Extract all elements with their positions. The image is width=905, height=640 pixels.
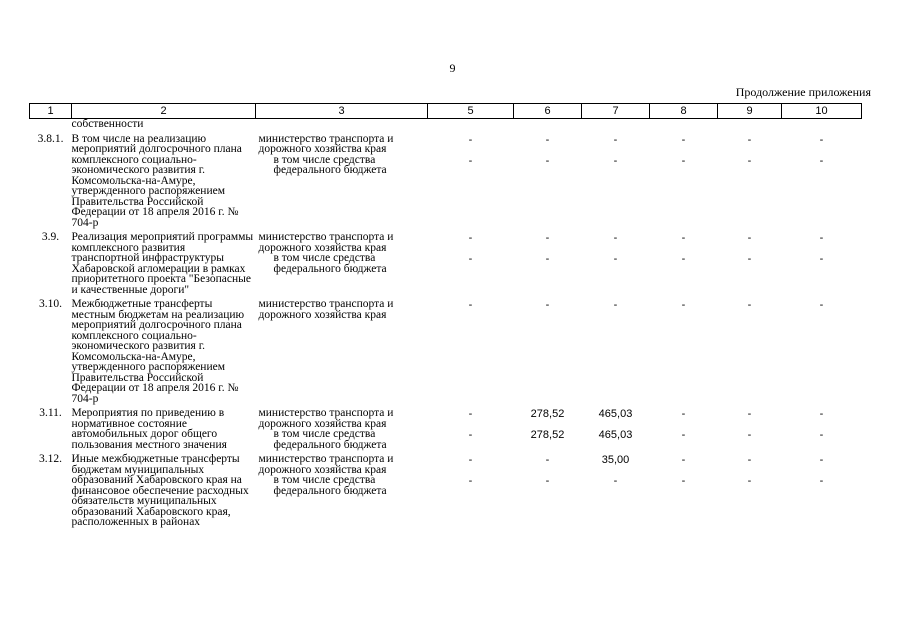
spacer-cell bbox=[30, 528, 862, 532]
value: 465,03 bbox=[598, 408, 633, 420]
executor-cell bbox=[256, 232, 428, 295]
value-cell-v7 bbox=[582, 119, 650, 130]
value: - bbox=[819, 253, 824, 265]
value: - bbox=[747, 429, 752, 441]
measure-name: Межбюджетные трансферты местным бюджетам на реализацию мероприятий долгосрочного плана комплексного социально-экономического развития г. Комсомольска-на-Амуре, утвержденного распоряжением Правительства Российской Федерации от 18 апреля 2016 г. № 704-р bbox=[71, 298, 245, 405]
table-header-row bbox=[30, 104, 862, 119]
executor-cell bbox=[256, 299, 428, 404]
value-cell-v10 bbox=[782, 454, 862, 528]
row-number: 3.11. bbox=[39, 407, 62, 419]
executor-name: министерство транспорта и дорожного хозяйства края bbox=[258, 298, 394, 321]
col-header-10: 10 bbox=[782, 104, 862, 119]
value-cell-v10 bbox=[782, 134, 862, 229]
value: - bbox=[681, 154, 686, 167]
value-cell-v9 bbox=[718, 119, 782, 130]
executor-name: министерство транспорта и дорожного хозяйства края bbox=[258, 453, 394, 476]
value: - bbox=[681, 133, 686, 146]
value-cell-v5 bbox=[428, 454, 514, 528]
value: - bbox=[681, 408, 686, 420]
executor-name: министерство транспорта и дорожного хозяйства края bbox=[258, 132, 394, 155]
value: 35,00 bbox=[601, 454, 630, 466]
value: - bbox=[468, 408, 473, 420]
value: - bbox=[545, 253, 550, 265]
value-cell-v7 bbox=[582, 408, 650, 450]
col-header-2: 2 bbox=[72, 104, 256, 119]
value: - bbox=[545, 133, 550, 146]
value: - bbox=[681, 232, 686, 244]
measure-name: Мероприятия по приведению в нормативное состояние автомобильных дорог общего пользования местного значения bbox=[71, 407, 227, 451]
value-cell-v6 bbox=[514, 408, 582, 450]
col-header-6: 6 bbox=[514, 104, 582, 119]
value: - bbox=[681, 454, 686, 466]
value: - bbox=[747, 133, 752, 146]
measure-name: Иные межбюджетные трансферты бюджетам муниципальных образований Хабаровского края на финансовое обеспечение расходных обязательств муниципальных образований Хабаровского края, расположенных в районах bbox=[71, 453, 249, 528]
executor-cell bbox=[256, 119, 428, 130]
executor-cell bbox=[256, 134, 428, 229]
value: - bbox=[468, 475, 473, 487]
appendix-table bbox=[29, 103, 862, 532]
measure-name: Реализация мероприятий программы комплексного развития транспортной инфраструктуры Хабаровской агломерации в рамках приоритетного проекта "Безопасные и качественные дороги" bbox=[71, 231, 254, 296]
value: - bbox=[747, 154, 752, 167]
value: - bbox=[468, 232, 473, 244]
value-cell-v9 bbox=[718, 134, 782, 229]
col-header-8: 8 bbox=[650, 104, 718, 119]
measure-name: В том числе на реализацию мероприятий долгосрочного плана комплексного социально-экономического развития г. Комсомольска-на-Амуре, утвержденного распоряжением Правительства Российской Федерации от 18 апреля 2016 г. № 704-р bbox=[71, 132, 242, 229]
value-cell-v5 bbox=[428, 119, 514, 130]
value: - bbox=[468, 133, 473, 146]
value-cell-v5 bbox=[428, 134, 514, 229]
value-cell-v6 bbox=[514, 299, 582, 404]
row-number bbox=[30, 119, 72, 130]
measure-name: собственности bbox=[71, 118, 144, 130]
value-cell-v8 bbox=[650, 454, 718, 528]
row-number: 3.8.1. bbox=[37, 132, 64, 145]
value-cell-v9 bbox=[718, 232, 782, 295]
funding-source: в том числе средства федерального бюджета bbox=[273, 252, 387, 275]
value: - bbox=[468, 299, 473, 311]
value: - bbox=[747, 454, 752, 466]
table-row bbox=[30, 408, 862, 450]
table-row bbox=[30, 299, 862, 404]
value-cell-v8 bbox=[650, 299, 718, 404]
executor-cell bbox=[256, 408, 428, 450]
value: - bbox=[613, 299, 618, 311]
funding-source: в том числе средства федерального бюджета bbox=[273, 153, 387, 176]
col-header-3: 3 bbox=[256, 104, 428, 119]
value: - bbox=[819, 154, 824, 167]
col-header-5: 5 bbox=[428, 104, 514, 119]
value: 278,52 bbox=[530, 429, 565, 441]
col-header-9: 9 bbox=[718, 104, 782, 119]
funding-source: в том числе средства федерального бюджета bbox=[273, 428, 387, 451]
value: - bbox=[747, 232, 752, 244]
value-cell-v10 bbox=[782, 299, 862, 404]
value: - bbox=[681, 475, 686, 487]
value-cell-v8 bbox=[650, 408, 718, 450]
value: - bbox=[613, 154, 618, 167]
value: - bbox=[819, 299, 824, 311]
col-header-1: 1 bbox=[30, 104, 72, 119]
value-cell-v9 bbox=[718, 408, 782, 450]
funding-source: в том числе средства федерального бюджета bbox=[273, 474, 387, 497]
executor-name: министерство транспорта и дорожного хозяйства края bbox=[258, 231, 394, 254]
value: - bbox=[681, 253, 686, 265]
executor-cell bbox=[256, 454, 428, 528]
value-cell-v8 bbox=[650, 134, 718, 229]
value-cell-v6 bbox=[514, 232, 582, 295]
row-number: 3.12. bbox=[39, 453, 62, 465]
col-header-7: 7 bbox=[582, 104, 650, 119]
value-cell-v6 bbox=[514, 119, 582, 130]
value-cell-v7 bbox=[582, 454, 650, 528]
value: - bbox=[819, 232, 824, 244]
value-cell-v10 bbox=[782, 232, 862, 295]
row-number: 3.10. bbox=[39, 298, 62, 310]
value: - bbox=[613, 475, 618, 487]
value-cell-v6 bbox=[514, 134, 582, 229]
value: - bbox=[747, 408, 752, 420]
value-cell-v7 bbox=[582, 134, 650, 229]
table-body bbox=[30, 119, 862, 532]
value-cell-v8 bbox=[650, 232, 718, 295]
value-cell-v9 bbox=[718, 299, 782, 404]
value: 465,03 bbox=[598, 429, 633, 441]
value: - bbox=[545, 299, 550, 311]
table-row bbox=[30, 454, 862, 528]
value: - bbox=[747, 253, 752, 265]
value: - bbox=[545, 232, 550, 244]
value: - bbox=[468, 253, 473, 265]
value-cell-v6 bbox=[514, 454, 582, 528]
table-row bbox=[30, 119, 862, 130]
value: - bbox=[747, 299, 752, 311]
value: - bbox=[468, 454, 473, 466]
value: - bbox=[613, 253, 618, 265]
value: - bbox=[819, 429, 824, 441]
value: - bbox=[468, 429, 473, 441]
value-cell-v7 bbox=[582, 232, 650, 295]
value-cell-v10 bbox=[782, 408, 862, 450]
value: - bbox=[819, 408, 824, 420]
value: 278,52 bbox=[530, 408, 565, 420]
value: - bbox=[545, 154, 550, 167]
page-number: 9 bbox=[449, 61, 456, 75]
value-cell-v5 bbox=[428, 408, 514, 450]
value: - bbox=[613, 133, 618, 146]
row-spacer bbox=[30, 528, 862, 532]
value-cell-v8 bbox=[650, 119, 718, 130]
value: - bbox=[819, 133, 824, 146]
value: - bbox=[819, 454, 824, 466]
value: - bbox=[681, 429, 686, 441]
value-cell-v7 bbox=[582, 299, 650, 404]
row-number: 3.9. bbox=[41, 231, 60, 243]
value: - bbox=[613, 232, 618, 244]
table-row bbox=[30, 232, 862, 295]
value-cell-v9 bbox=[718, 454, 782, 528]
table-row bbox=[30, 134, 862, 229]
executor-name: министерство транспорта и дорожного хозяйства края bbox=[258, 407, 394, 430]
value-cell-v10 bbox=[782, 119, 862, 130]
value-cell-v5 bbox=[428, 299, 514, 404]
value: - bbox=[747, 475, 752, 487]
value-cell-v5 bbox=[428, 232, 514, 295]
continuation-label: Продолжение приложения bbox=[735, 85, 871, 99]
value: - bbox=[819, 475, 824, 487]
value: - bbox=[681, 299, 686, 311]
value: - bbox=[545, 454, 550, 466]
value: - bbox=[545, 475, 550, 487]
value: - bbox=[468, 154, 473, 167]
